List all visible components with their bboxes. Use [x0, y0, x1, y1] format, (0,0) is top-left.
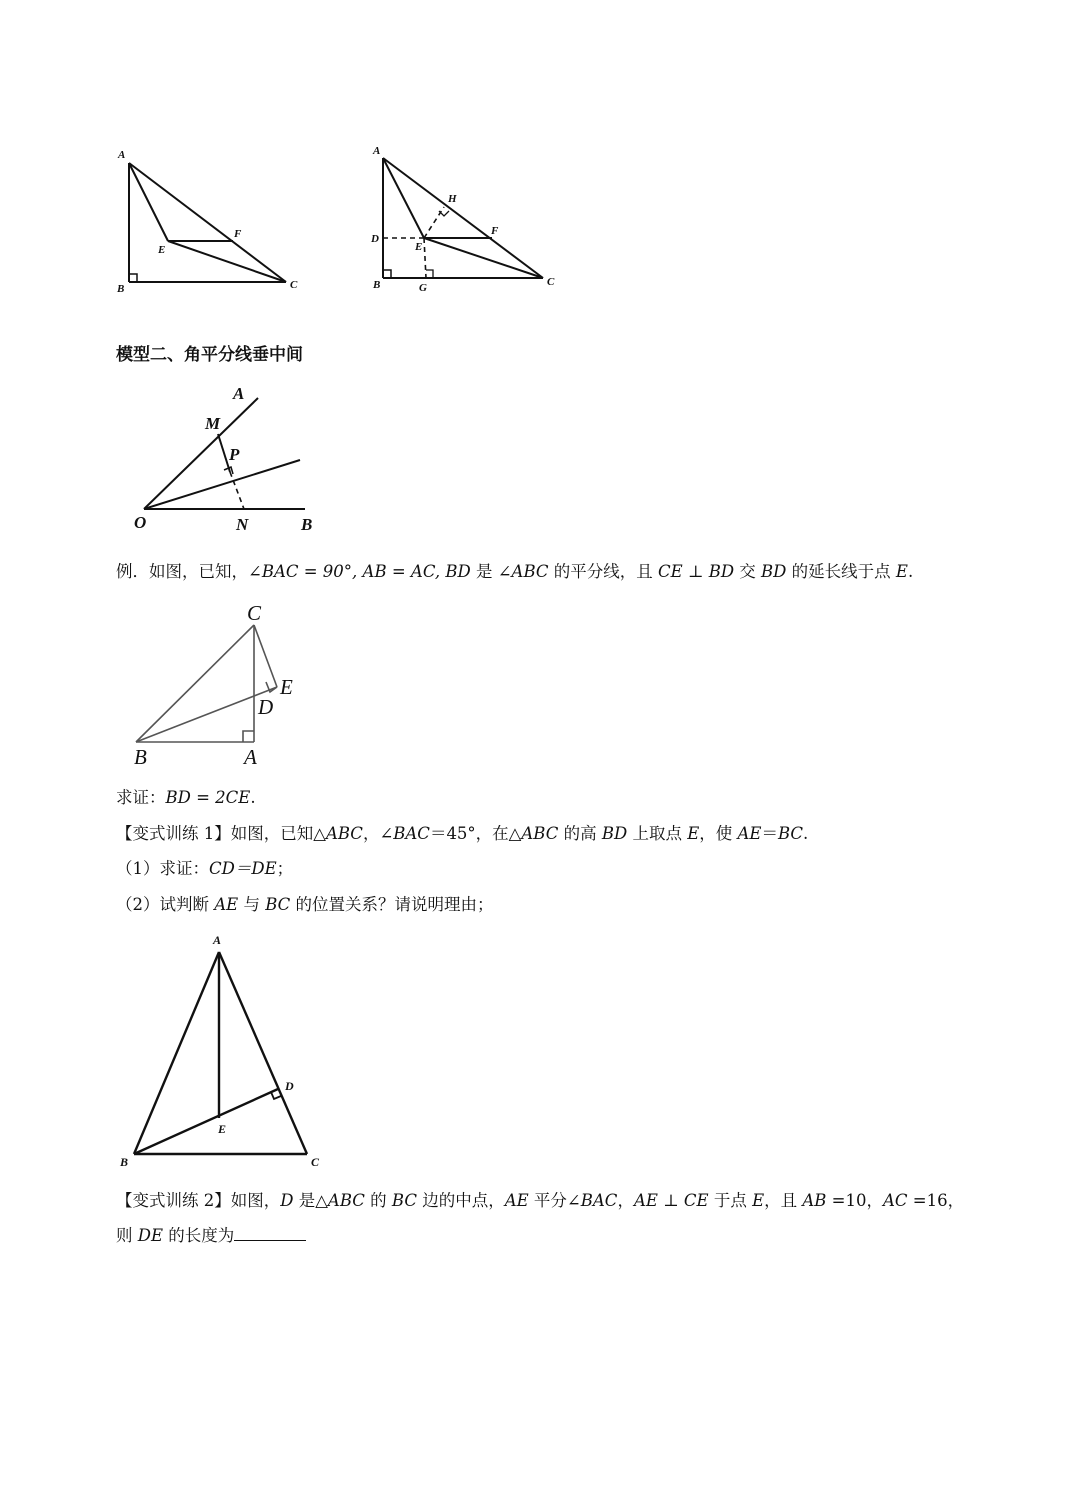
fig5-label-e: E [218, 1122, 227, 1136]
fig2-label-h: H [448, 193, 457, 205]
fig4-label-e: E [280, 675, 293, 699]
figure-4-example [120, 598, 320, 773]
fig2-label-c: C [547, 276, 555, 288]
fig1-label-a: A [118, 149, 126, 161]
fig4-label-a: A [244, 745, 257, 769]
fig2-label-g: G [419, 282, 427, 294]
figure-5-variant-1 [110, 928, 340, 1178]
figure-2-perpendiculars [360, 140, 580, 300]
fig2-label-a: A [373, 145, 381, 157]
fig3-label-a: A [233, 384, 245, 403]
variant-1-statement: 【变式训练 1】如图，已知△ABC，∠BAC＝45°，在△ABC 的高 BD 上取点 E，使 AE＝BC. [116, 824, 809, 843]
variant-2-statement: 【变式训练 2】如图，D 是△ABC 的 BC 边的中点，AE 平分∠BAC，AE ⊥ CE 于点 E，且 AB =10，AC =16， [116, 1191, 965, 1210]
fig5-label-b: B [120, 1155, 129, 1169]
example-statement: 例．如图，已知，∠BAC = 90°, AB = AC, BD 是 ∠ABC 的平分线，且 CE ⊥ BD 交 BD 的延长线于点 E. [116, 562, 914, 581]
fig1-label-f: F [234, 228, 242, 240]
variant-2-question: 则 DE 的长度为 [116, 1224, 306, 1248]
fig4-label-c: C [247, 601, 262, 625]
fig4-label-d: D [258, 695, 274, 719]
fig2-label-d: D [371, 233, 379, 245]
section-heading-model-2: 模型二、角平分线垂中间 [116, 345, 303, 365]
fig5-label-a: A [213, 933, 222, 947]
answer-blank[interactable] [234, 1226, 306, 1241]
fig3-label-o: O [134, 513, 147, 532]
fig3-label-p: P [229, 445, 240, 464]
fig2-label-b: B [373, 279, 381, 291]
fig5-label-c: C [311, 1155, 320, 1169]
fig4-label-b: B [134, 745, 147, 769]
fig3-label-m: M [205, 414, 221, 433]
fig3-label-n: N [236, 515, 249, 534]
fig2-label-f: F [491, 225, 499, 237]
fig1-label-c: C [290, 279, 298, 291]
proof-statement: 求证：BD = 2CE. [116, 788, 256, 807]
variant-1-question-2: （2）试判断 AE 与 BC 的位置关系？请说明理由； [116, 895, 494, 914]
fig1-label-b: B [117, 283, 125, 295]
fig5-label-d: D [285, 1079, 294, 1093]
fig1-label-e: E [158, 244, 166, 256]
figure-1-right-triangle [100, 140, 320, 300]
fig2-label-e: E [415, 241, 423, 253]
figure-3-angle-bisector [120, 378, 340, 538]
variant-1-question-1: （1）求证：CD＝DE； [116, 859, 294, 878]
fig3-label-b: B [301, 515, 313, 534]
